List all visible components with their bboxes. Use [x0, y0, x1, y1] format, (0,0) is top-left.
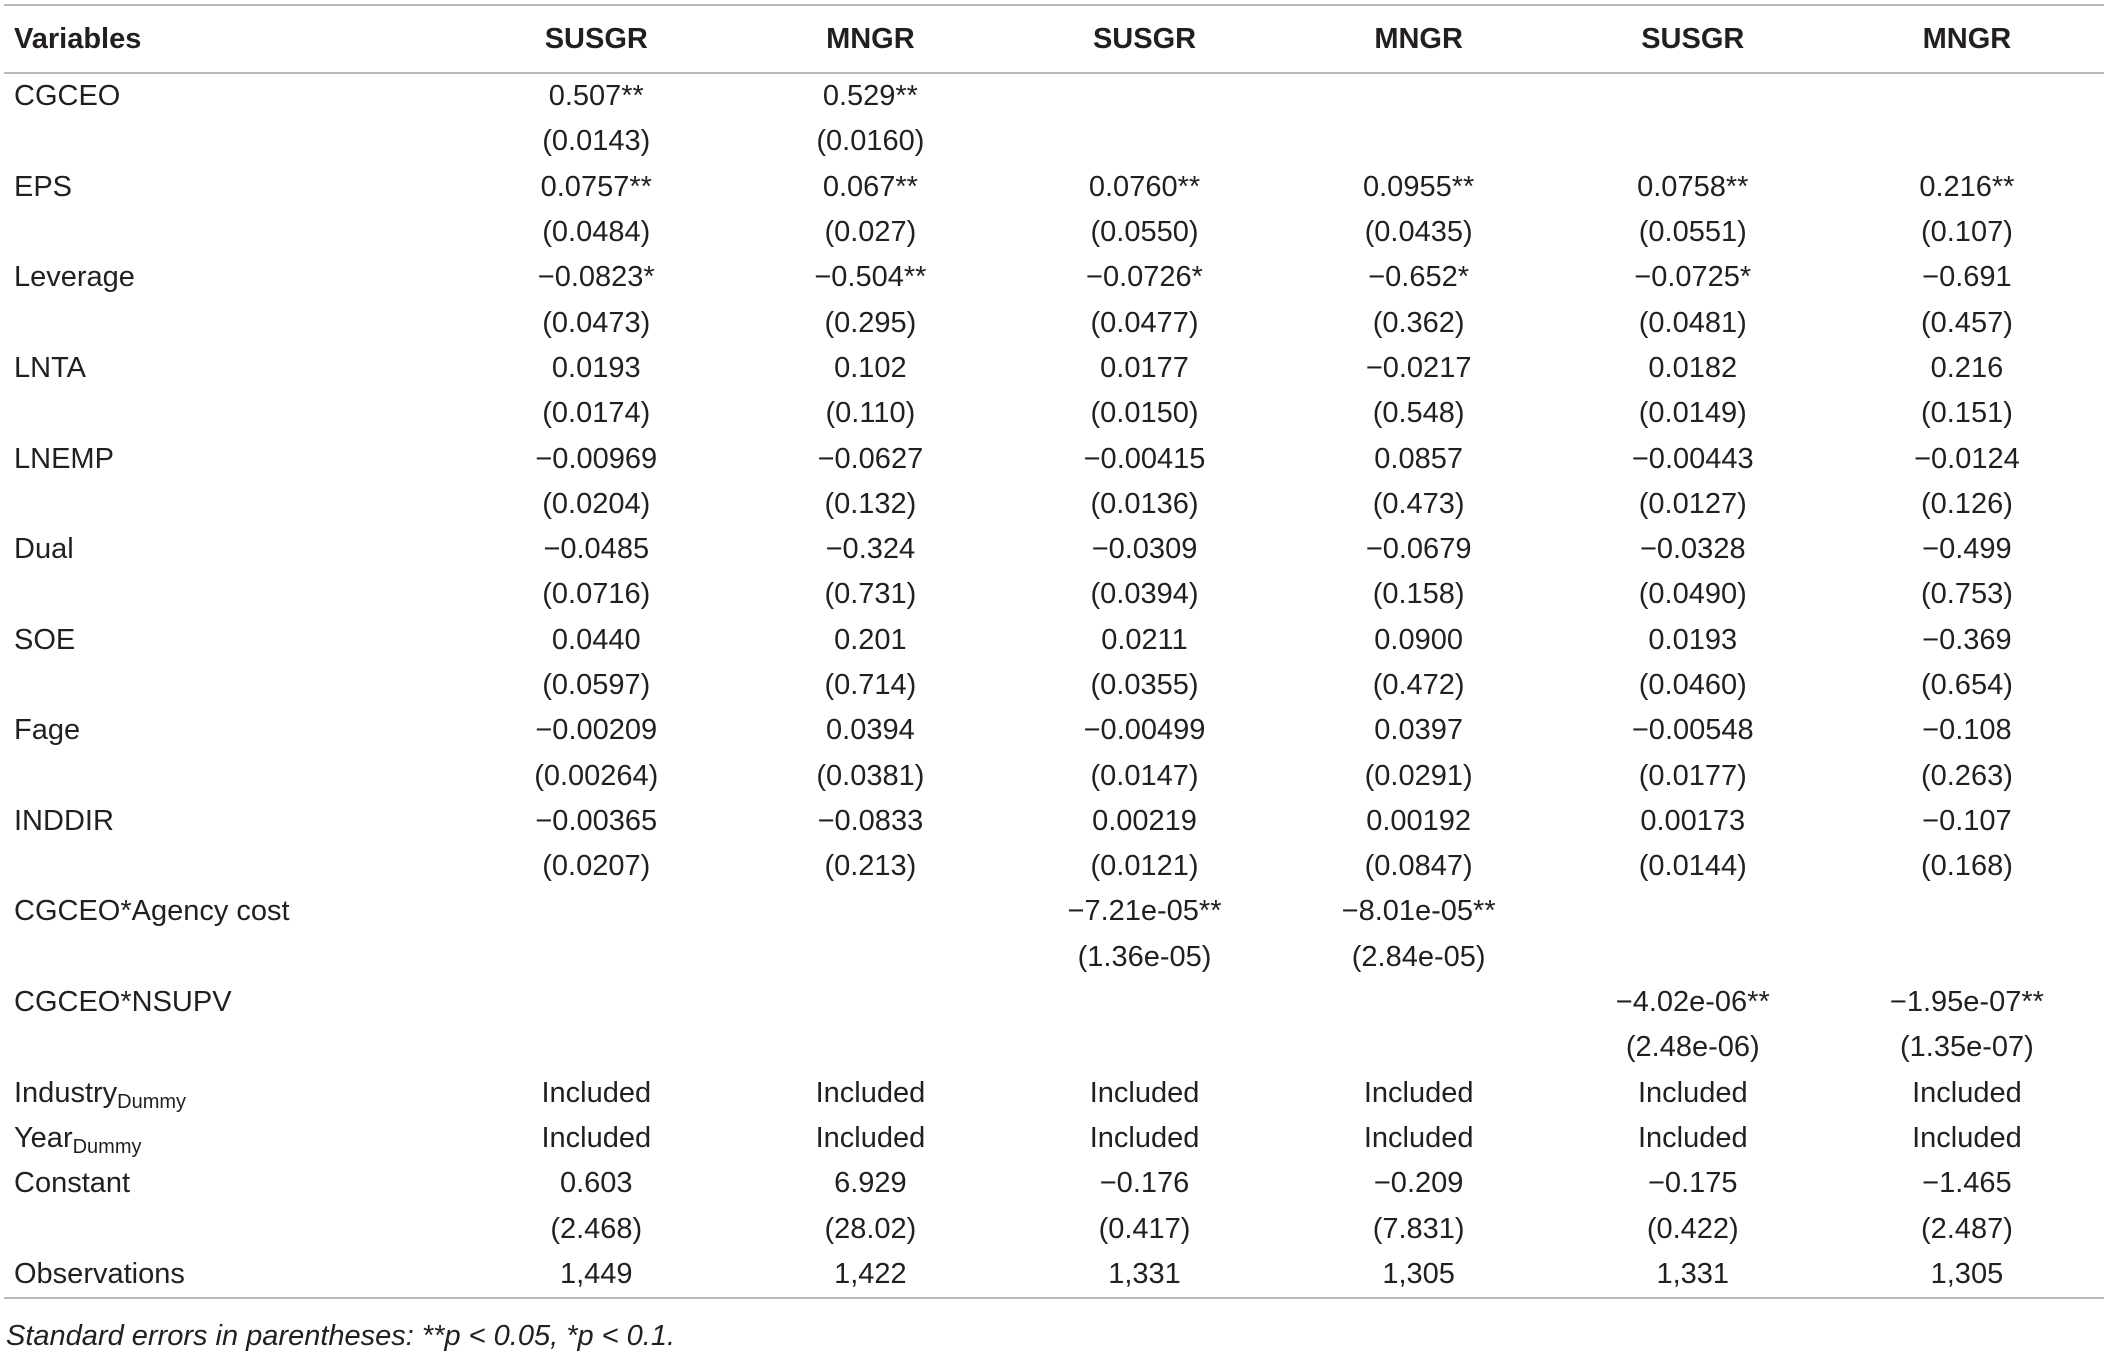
variable-label: [4, 889, 459, 934]
table-cell: −0.00209: [535, 714, 658, 747]
table-body: [4, 73, 2104, 1298]
header-susgr: SUSGR: [1007, 5, 1281, 73]
table-cell: (0.0481): [1638, 306, 1747, 339]
table-cell: 1,305: [1830, 1252, 2104, 1298]
header-variables: Variables: [4, 5, 459, 73]
variable-name: Dual: [14, 533, 74, 566]
table-cell: Included: [1089, 1121, 1200, 1154]
variable-name: INDDIR: [14, 804, 114, 837]
table-cell: −0.00548: [1631, 714, 1754, 747]
table-cell: (0.0177): [1638, 759, 1747, 792]
table-cell: (0.0597): [542, 669, 651, 701]
table-row: [4, 799, 2104, 844]
variable-label: [4, 1252, 459, 1298]
table-cell: [1830, 935, 2104, 980]
table-cell: 1,449: [459, 1252, 733, 1298]
table-cell: −0.0309: [1091, 533, 1198, 566]
table-cell: Included: [1912, 1076, 2022, 1109]
table-cell: (0.027): [824, 216, 917, 249]
table-cell: −0.175: [1648, 1167, 1738, 1200]
table-cell: 0.0857: [1374, 442, 1463, 475]
table-cell: 0.0758**: [1637, 170, 1749, 203]
table-cell: [733, 980, 1007, 1025]
variable-subscript: Dummy: [72, 1135, 142, 1158]
table-cell: −0.00365: [535, 804, 658, 837]
table-row-stderr: [4, 482, 2104, 527]
regression-table: [4, 4, 2104, 1299]
table-cell: (0.0150): [1090, 397, 1199, 430]
table-cell: [733, 1025, 1007, 1070]
table-cell: 0.0955**: [1363, 170, 1475, 203]
table-cell: 0.201: [834, 623, 907, 656]
variable-name: LNEMP: [14, 442, 114, 475]
table-cell: Included: [541, 1076, 652, 1109]
table-cell: (2.487): [1920, 1212, 2013, 1245]
table-cell: 0.216: [1930, 351, 2004, 384]
table-cell: [1007, 1025, 1281, 1070]
table-row-stderr: [4, 753, 2104, 798]
table-cell: −0.499: [1922, 533, 2012, 566]
table-cell: −0.369: [1922, 623, 2012, 656]
table-cell: Included: [1637, 1121, 1748, 1154]
table-row: [4, 1252, 2104, 1298]
table-header: [4, 5, 2104, 73]
table-cell: 0.00192: [1366, 804, 1472, 837]
variable-name: CGCEO*NSUPV: [14, 986, 232, 1019]
table-row: [4, 73, 2104, 119]
variable-label: [4, 663, 459, 708]
header-mngr: MNGR: [1282, 5, 1556, 73]
table-cell: [1282, 73, 1556, 119]
table-cell: −0.107: [1922, 804, 2012, 837]
variable-label: [4, 391, 459, 436]
table-cell: −7.21e-05**: [1067, 895, 1222, 928]
table-cell: (0.654): [1920, 669, 2013, 701]
table-cell: (2.48e-06): [1625, 1031, 1760, 1064]
table-cell: [733, 889, 1007, 934]
table-cell: −0.00969: [535, 442, 658, 475]
variable-label: [4, 436, 459, 481]
table-cell: (0.714): [824, 669, 917, 701]
table-cell: 1,331: [1556, 1252, 1830, 1298]
table-cell: −0.0679: [1365, 533, 1472, 566]
table-cell: (0.0160): [816, 125, 925, 158]
variable-name: Industry: [14, 1076, 118, 1109]
table-cell: (0.362): [1372, 306, 1465, 339]
table-cell: [1556, 935, 1830, 980]
table-cell: 0.216**: [1919, 170, 2015, 203]
table-cell: (0.422): [1646, 1212, 1739, 1245]
variable-label: [4, 165, 459, 210]
table-row-stderr: [4, 210, 2104, 255]
table-cell: [1830, 889, 2104, 934]
table-cell: −0.00415: [1083, 442, 1206, 475]
table-cell: 1,331: [1007, 1252, 1281, 1298]
table-cell: −0.0833: [817, 804, 924, 837]
table-row-stderr: [4, 391, 2104, 436]
table-row: [4, 436, 2104, 481]
variable-label: [4, 482, 459, 527]
table-cell: Included: [541, 1121, 652, 1154]
table-cell: −0.0627: [817, 442, 924, 475]
table-cell: 0.00219: [1092, 804, 1197, 837]
table-cell: (0.548): [1372, 397, 1465, 430]
variable-label: [4, 300, 459, 345]
table-cell: [1007, 119, 1281, 164]
table-cell: (0.473): [1372, 487, 1465, 520]
variable-name: CGCEO: [14, 80, 121, 113]
table-cell: 1,305: [1282, 1252, 1556, 1298]
variable-label: [4, 210, 459, 255]
table-cell: 0.0440: [551, 623, 641, 656]
variable-label: [4, 753, 459, 798]
variable-name: Leverage: [14, 261, 135, 294]
table-cell: (0.132): [824, 487, 917, 520]
table-cell: (0.213): [824, 850, 917, 883]
table-cell: Included: [1363, 1121, 1474, 1154]
table-row: [4, 889, 2104, 934]
table-cell: −0.0328: [1639, 533, 1746, 566]
table-cell: [1556, 73, 1830, 119]
variable-label: [4, 1206, 459, 1251]
table-cell: (0.0484): [542, 216, 651, 249]
table-row: [4, 165, 2104, 210]
table-cell: −0.0485: [543, 533, 650, 566]
table-cell: (0.0207): [542, 850, 651, 883]
table-row: [4, 980, 2104, 1025]
table-cell: (0.457): [1920, 306, 2013, 339]
table-cell: −0.176: [1099, 1167, 1190, 1200]
variable-label: [4, 527, 459, 572]
table-cell: −0.00499: [1083, 714, 1206, 747]
table-cell: (0.0394): [1090, 578, 1199, 611]
variable-name: Observations: [14, 1257, 185, 1290]
table-cell: [459, 889, 733, 934]
table-cell: 0.0182: [1648, 351, 1738, 384]
table-cell: [1282, 1025, 1556, 1070]
table-cell: [1830, 73, 2104, 119]
table-cell: 0.0397: [1374, 714, 1463, 747]
table-cell: (0.107): [1920, 216, 2013, 249]
table-cell: [1830, 119, 2104, 164]
table-cell: (0.0477): [1090, 306, 1199, 339]
table-cell: (0.0291): [1364, 759, 1473, 792]
table-cell: (0.0435): [1364, 216, 1473, 249]
variable-label: [4, 980, 459, 1025]
table-row: [4, 1161, 2104, 1206]
variable-label: [4, 1116, 459, 1161]
table-cell: Included: [1089, 1076, 1200, 1109]
table-cell: (0.0149): [1638, 397, 1747, 430]
table-cell: 0.0757**: [540, 170, 652, 203]
table-cell: (0.126): [1920, 487, 2013, 520]
table-cell: Included: [815, 1121, 926, 1154]
table-cell: (0.0204): [542, 487, 651, 520]
table-cell: 0.00173: [1640, 804, 1746, 837]
table-cell: (0.731): [824, 578, 917, 611]
header-mngr: MNGR: [1830, 5, 2104, 73]
table-row: [4, 1071, 2104, 1116]
table-cell: Included: [1363, 1076, 1474, 1109]
variable-label: [4, 346, 459, 391]
variable-label: [4, 1071, 459, 1116]
table-cell: (0.158): [1372, 578, 1465, 611]
variable-label: [4, 1025, 459, 1070]
table-cell: (7.831): [1372, 1212, 1465, 1245]
table-cell: (0.0127): [1638, 487, 1747, 520]
table-cell: −0.691: [1922, 261, 2012, 294]
variable-label: [4, 844, 459, 889]
variable-label: [4, 1161, 459, 1206]
table-cell: (0.295): [824, 306, 917, 339]
table-cell: (0.0174): [542, 397, 651, 430]
table-cell: (0.00264): [534, 759, 659, 792]
table-cell: (0.753): [1920, 578, 2013, 611]
table-cell: −4.02e-06**: [1615, 986, 1770, 1019]
table-cell: 1,422: [733, 1252, 1007, 1298]
table-cell: −0.0217: [1365, 351, 1472, 384]
table-cell: [1556, 889, 1830, 934]
table-cell: (0.0473): [542, 306, 651, 339]
variable-label: [4, 708, 459, 753]
table-cell: 0.0211: [1101, 623, 1188, 656]
table-cell: Included: [815, 1076, 926, 1109]
table-cell: [1282, 980, 1556, 1025]
table-cell: −0.0725*: [1634, 261, 1752, 294]
variable-name: Constant: [14, 1167, 131, 1200]
table-cell: (0.417): [1098, 1212, 1191, 1245]
table-cell: [1007, 73, 1281, 119]
table-row-stderr: [4, 300, 2104, 345]
table-cell: (0.168): [1920, 850, 2013, 883]
variable-label: [4, 255, 459, 300]
table-cell: 6.929: [834, 1167, 907, 1200]
table-cell: (0.0490): [1638, 578, 1747, 611]
variable-label: [4, 799, 459, 844]
variable-label: [4, 935, 459, 980]
table-cell: −0.0823*: [537, 261, 655, 294]
table-cell: −0.504**: [814, 261, 927, 294]
table-footnote: Standard errors in parentheses: **p < 0.05, *p < 0.1.: [6, 1320, 676, 1352]
table-cell: −0.652*: [1368, 261, 1470, 294]
table-cell: 0.102: [834, 351, 907, 384]
table-cell: (0.263): [1920, 759, 2013, 792]
table-cell: −8.01e-05**: [1341, 895, 1496, 928]
table-row-stderr: [4, 1206, 2104, 1251]
table-row-stderr: [4, 663, 2104, 708]
table-cell: 0.0193: [551, 351, 641, 384]
table-cell: −0.0726*: [1086, 261, 1203, 294]
table-cell: 0.507**: [548, 80, 644, 113]
header-susgr: SUSGR: [459, 5, 733, 73]
table-cell: −0.00443: [1631, 442, 1754, 475]
table-cell: 0.529**: [822, 80, 918, 113]
table-cell: (0.0460): [1638, 669, 1747, 701]
table-cell: (28.02): [824, 1212, 917, 1245]
table-cell: (0.0550): [1090, 216, 1199, 249]
table-cell: (0.0147): [1090, 759, 1199, 792]
table-row-stderr: [4, 1025, 2104, 1070]
table-cell: 0.0760**: [1088, 170, 1201, 203]
table-cell: (2.468): [550, 1212, 643, 1245]
table-cell: −0.209: [1373, 1167, 1464, 1200]
table-cell: Included: [1637, 1076, 1748, 1109]
table-cell: Included: [1912, 1121, 2022, 1154]
table-cell: (0.151): [1920, 397, 2013, 430]
table-cell: (0.0144): [1638, 850, 1747, 883]
variable-label: [4, 119, 459, 164]
header-mngr: MNGR: [733, 5, 1007, 73]
table-row: [4, 255, 2104, 300]
table-cell: 0.0394: [826, 714, 915, 747]
variable-name: EPS: [14, 170, 73, 203]
variable-label: [4, 73, 459, 119]
variable-subscript: Dummy: [117, 1090, 187, 1113]
table-cell: (0.472): [1372, 669, 1465, 701]
table-row: [4, 346, 2104, 391]
table-cell: (0.0716): [542, 578, 651, 611]
table-row-stderr: [4, 572, 2104, 617]
table-cell: [459, 1025, 733, 1070]
table-cell: [1556, 119, 1830, 164]
table-cell: 0.0177: [1100, 351, 1189, 384]
table-cell: −0.324: [825, 533, 916, 566]
table-cell: (0.0847): [1364, 850, 1473, 883]
table-cell: −0.0124: [1914, 442, 2020, 475]
table-cell: −1.95e-07**: [1889, 986, 2044, 1019]
table-cell: (0.0143): [542, 125, 651, 158]
table-row: [4, 708, 2104, 753]
table-cell: 0.0900: [1374, 623, 1463, 656]
variable-label: [4, 618, 459, 663]
table-cell: 0.603: [559, 1167, 633, 1200]
table-cell: [1007, 980, 1281, 1025]
variable-name: CGCEO*Agency cost: [14, 895, 290, 928]
table-cell: (0.110): [825, 397, 916, 430]
variable-name: Year: [14, 1121, 73, 1154]
table-cell: [459, 980, 733, 1025]
table-row-stderr: [4, 935, 2104, 980]
header-susgr: SUSGR: [1556, 5, 1830, 73]
header-row: [4, 5, 2104, 73]
table-cell: [459, 935, 733, 980]
table-row: [4, 618, 2104, 663]
table-cell: [733, 935, 1007, 980]
variable-name: Fage: [14, 714, 81, 747]
table-row: [4, 527, 2104, 572]
table-cell: (1.35e-07): [1900, 1031, 2034, 1064]
table-cell: (0.0121): [1090, 850, 1199, 883]
table-cell: (2.84e-05): [1351, 940, 1486, 973]
table-cell: (0.0381): [816, 759, 925, 792]
table-row-stderr: [4, 844, 2104, 889]
table-cell: −0.108: [1922, 714, 2012, 747]
variable-name: SOE: [14, 623, 76, 656]
table-cell: 0.067**: [822, 170, 918, 203]
table-cell: (0.0551): [1638, 216, 1747, 249]
table-cell: 0.0193: [1648, 623, 1738, 656]
table-row: [4, 1116, 2104, 1161]
table-cell: (0.0355): [1090, 669, 1199, 701]
variable-label: [4, 572, 459, 617]
variable-name: LNTA: [14, 351, 86, 384]
table-cell: −1.465: [1922, 1167, 2012, 1200]
table-cell: (1.36e-05): [1077, 940, 1212, 973]
table-cell: (0.0136): [1090, 487, 1199, 520]
table-cell: [1282, 119, 1556, 164]
table-row-stderr: [4, 119, 2104, 164]
